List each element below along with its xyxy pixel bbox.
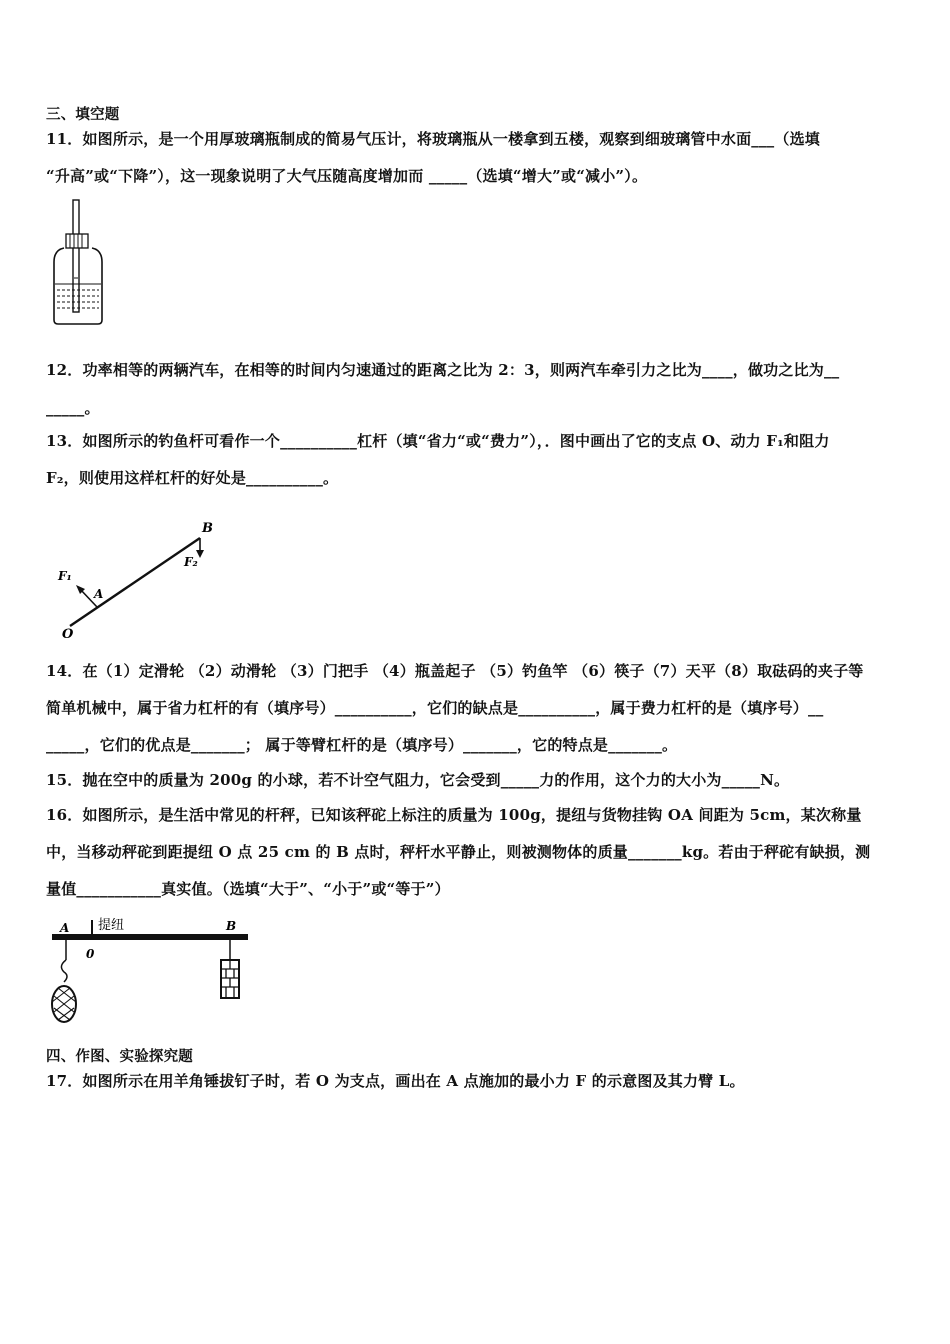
question-11-line-1: 11．如图所示，是一个用厚玻璃瓶制成的简易气压计，将玻璃瓶从一楼拿到五楼，观察到细玻璃管中水面___（选填 xyxy=(46,130,820,148)
label-o: O xyxy=(62,627,74,640)
barometer-figure xyxy=(50,198,110,328)
label-f2: F₂ xyxy=(184,555,198,569)
steelyard-figure xyxy=(46,912,256,1032)
question-16-line-1: 16．如图所示，是生活中常见的杆秤，已知该秤砣上标注的质量为 100g，提纽与货物挂钩 OA 间距为 5cm，某次称量 xyxy=(46,806,862,824)
question-15-line-1: 15．抛在空中的质量为 200g 的小球，若不计空气阻力，它会受到_____力的作用，这个力的大小为_____N。 xyxy=(46,771,790,789)
label-f1: F₁ xyxy=(58,569,72,583)
label-o: 0 xyxy=(86,947,95,961)
question-16-line-2: 中，当移动秤砣到距提纽 O 点 25 cm 的 B 点时，秤杆水平静止，则被测物体的质量_______kg。若由于秤砣有缺损，测 xyxy=(46,843,871,861)
label-b: B xyxy=(202,521,213,536)
question-14-line-3: _____，它们的优点是_______； 属于等臂杠杆的是（填序号）_______，它的特点是_______。 xyxy=(46,736,678,754)
label-b: B xyxy=(226,919,237,933)
section-title-fill-blank: 三、填空题 xyxy=(46,106,120,123)
question-14-line-1: 14．在（1）定滑轮 （2）动滑轮 （3）门把手 （4）瓶盖起子 （5）钓鱼竿 （6）筷子（7）天平（8）取砝码的夹子等 xyxy=(46,662,864,680)
fishing-rod-figure xyxy=(52,518,222,640)
section-title-drawing-experiment: 四、作图、实验探究题 xyxy=(46,1048,193,1065)
label-tiniu: 提纽 xyxy=(98,918,125,933)
question-16-line-3: 量值___________真实值。（选填“大于”、“小于”或“等于”） xyxy=(46,880,450,898)
question-17-line-1: 17．如图所示在用羊角锤拔钉子时，若 O 为支点，画出在 A 点施加的最小力 F 的示意图及其力臂 L。 xyxy=(46,1072,745,1090)
label-a: A xyxy=(60,921,70,935)
question-13-line-2: F₂，则使用这样杠杆的好处是__________。 xyxy=(46,469,339,487)
question-13-line-1: 13．如图所示的钓鱼杆可看作一个__________杠杆（填“省力“或“费力”），．图中画出了它的支点 O、动力 F₁和阻力 xyxy=(46,432,830,450)
question-14-line-2: 简单机械中，属于省力杠杆的有（填序号）__________，它们的缺点是__________，属于费力杠杆的是（填序号）__ xyxy=(46,699,824,717)
question-11-line-2: “升高”或“下降”），这一现象说明了大气压随高度增加而 _____（选填“增大”或“减小”）。 xyxy=(46,167,648,185)
question-12-line-1: 12．功率相等的两辆汽车，在相等的时间内匀速通过的距离之比为 2：3，则两汽车牵引力之比为____，做功之比为__ xyxy=(46,361,840,379)
question-12-line-2: _____。 xyxy=(46,399,100,417)
label-a: A xyxy=(94,587,104,601)
